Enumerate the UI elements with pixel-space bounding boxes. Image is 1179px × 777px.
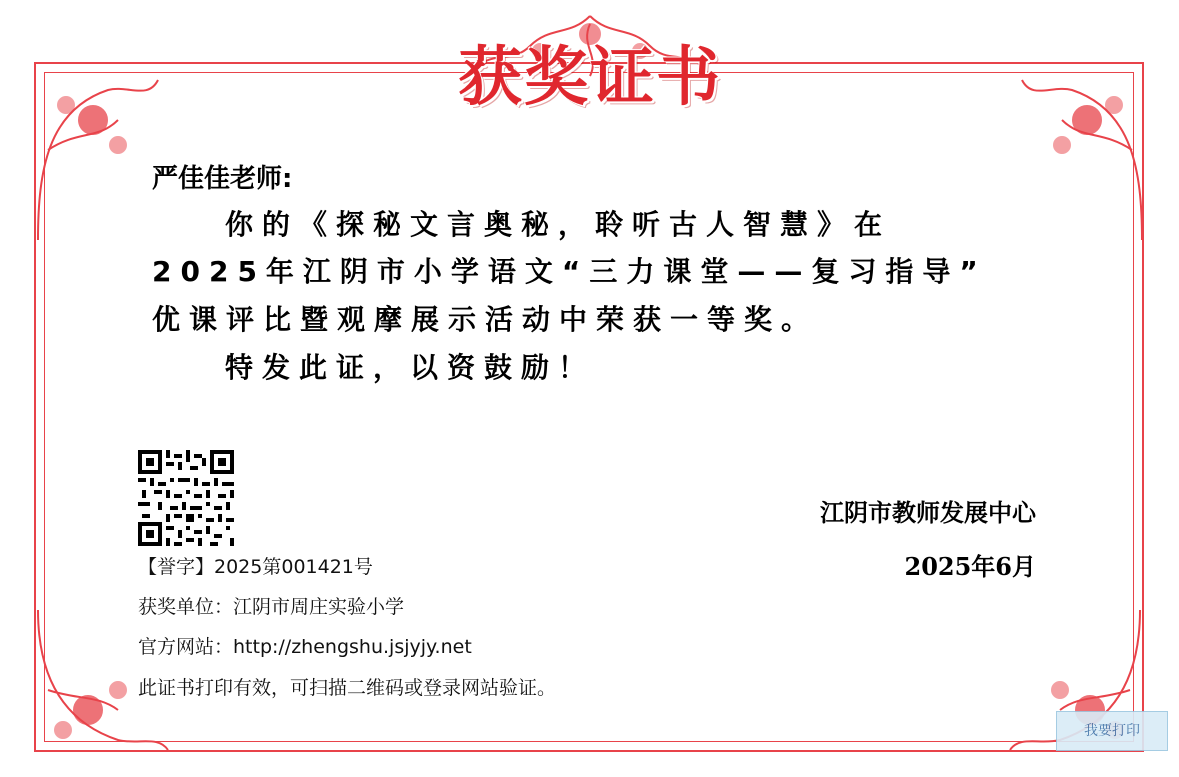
award-text-line-4: 特发此证，以资鼓励！: [225, 351, 596, 384]
award-text-line-1: 你的《探秘文言奥秘，聆听古人智慧》在: [225, 208, 892, 241]
award-text-line-2: 2025年江阴市小学语文“三力课堂——复习指导”: [152, 255, 987, 288]
certificate-number: 【誉字】2025第001421号: [138, 556, 373, 578]
floral-corner-top-left-icon: [18, 50, 168, 250]
print-button[interactable]: 我要打印: [1056, 711, 1168, 751]
floral-corner-top-right-icon: [1012, 50, 1162, 250]
certificate-title: 获奖证书: [458, 40, 722, 115]
issuer-name: 江阴市教师发展中心: [820, 499, 1036, 527]
recipient-name: 严佳佳老师:: [152, 164, 293, 194]
verification-note: 此证书打印有效，可扫描二维码或登录网站验证。: [138, 677, 557, 699]
award-text-line-3: 优课评比暨观摩展示活动中荣获一等奖。: [152, 303, 819, 336]
qr-code-icon: [138, 450, 234, 546]
award-unit: 获奖单位：江阴市周庄实验小学: [138, 596, 405, 618]
issue-date: 2025年6月: [904, 552, 1036, 581]
official-website: 官方网站：http://zhengshu.jsjyjy.net: [138, 636, 472, 658]
